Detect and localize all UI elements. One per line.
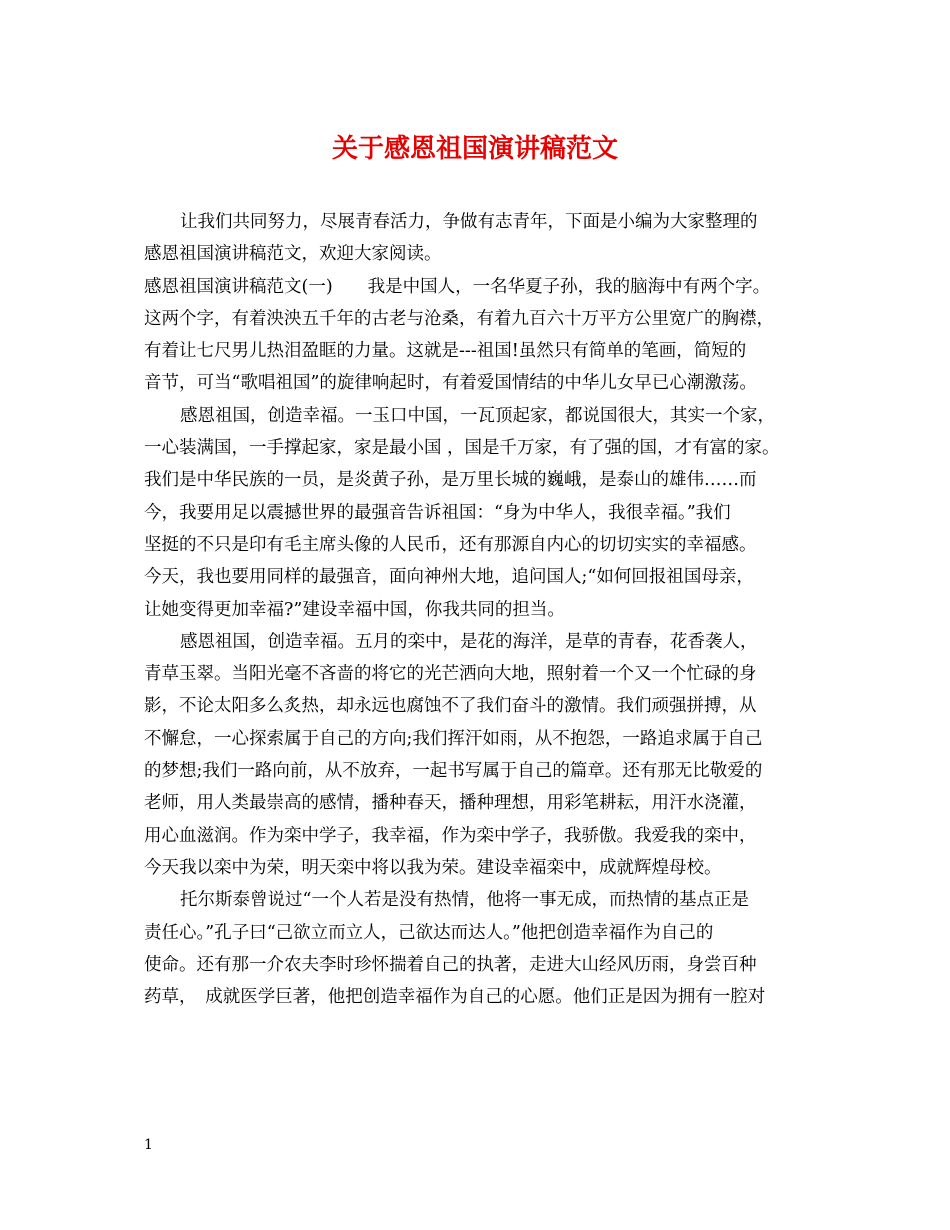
text-line: 音节，可当“歌唱祖国”的旋律响起时，有着爱国情结的中华儿女早已心潮激荡。 [144, 373, 757, 394]
text-line: 不懈怠，一心探索属于自己的方向;我们挥汗如雨，从不抱怨，一路追求属于自己 [144, 728, 763, 749]
text-line: 今天，我也要用同样的最强音，面向神州大地，追问国人;“如何回报祖国母亲， [144, 567, 754, 588]
text-line: 感恩祖国，创造幸福。一玉口中国，一瓦顶起家，都说国很大，其实一个家， [180, 405, 775, 426]
page-number: 1 [144, 1137, 153, 1153]
text-line: 使命。还有那一介农夫李时珍怀揣着自己的执著，走进大山经风历雨，身尝百种 [144, 954, 757, 975]
text-line: 责任心。”孔子曰“己欲立而立人，己欲达而达人。”他把创造幸福作为自己的 [144, 922, 714, 943]
text-line: 药草， 成就医学巨著，他把创造幸福作为自己的心愿。他们正是因为拥有一腔对 [144, 987, 766, 1008]
text-line: 感恩祖国演讲稿范文(一) 我是中国人，一名华夏子孙，我的脑海中有两个字。 [144, 276, 771, 297]
text-line: 感恩祖国，创造幸福。五月的栾中，是花的海洋，是草的青春，花香袭人， [180, 631, 758, 652]
text-line: 今，我要用足以震撼世界的最强音告诉祖国：“身为中华人，我很幸福。”我们 [144, 502, 731, 523]
text-line: 这两个字，有着泱泱五千年的古老与沧桑，有着九百六十万平方公里宽广的胸襟， [144, 308, 774, 329]
text-line: 坚挺的不只是印有毛主席头像的人民币，还有那源自内心的切切实实的幸福感。 [144, 534, 757, 555]
document-body [144, 206, 812, 1013]
text-line: 今天我以栾中为荣，明天栾中将以我为荣。建设幸福栾中，成就辉煌母校。 [144, 857, 722, 878]
text-line: 影，不论太阳多么炙热，却永远也腐蚀不了我们奋斗的激情。我们顽强拼搏，从 [144, 696, 757, 717]
text-line: 用心血滋润。作为栾中学子，我幸福，作为栾中学子，我骄傲。我爱我的栾中， [144, 825, 757, 846]
text-line: 的梦想;我们一路向前，从不放弃，一起书写属于自己的篇章。还有那无比敬爱的 [144, 761, 763, 782]
document-title: 关于感恩祖国演讲稿范文 [331, 134, 618, 164]
text-line: 托尔斯泰曾说过“一个人若是没有热情，他将一事无成，而热情的基点正是 [180, 890, 749, 911]
text-line: 感恩祖国演讲稿范文，欢迎大家阅读。 [144, 244, 442, 265]
text-line: 青草玉翠。当阳光毫不吝啬的将它的光芒洒向大地，照射着一个又一个忙碌的身 [144, 664, 757, 685]
text-line: 有着让七尺男儿热泪盈眶的力量。这就是---祖国!虽然只有简单的笔画，简短的 [144, 341, 747, 362]
text-line: 让她变得更加幸福?”建设幸福中国，你我共同的担当。 [144, 599, 565, 620]
text-line: 老师，用人类最崇高的感情，播种春天，播种理想，用彩笔耕耘，用汗水浇灌， [144, 793, 757, 814]
text-line: 让我们共同努力，尽展青春活力，争做有志青年，下面是小编为大家整理的 [180, 212, 758, 232]
text-line: 我们是中华民族的一员，是炎黄子孙，是万里长城的巍峨，是泰山的雄伟……而 [144, 470, 757, 491]
text-line: 一心装满国，一手撑起家，家是最小国 ，国是千万家，有了强的国，才有富的家。 [144, 438, 780, 459]
